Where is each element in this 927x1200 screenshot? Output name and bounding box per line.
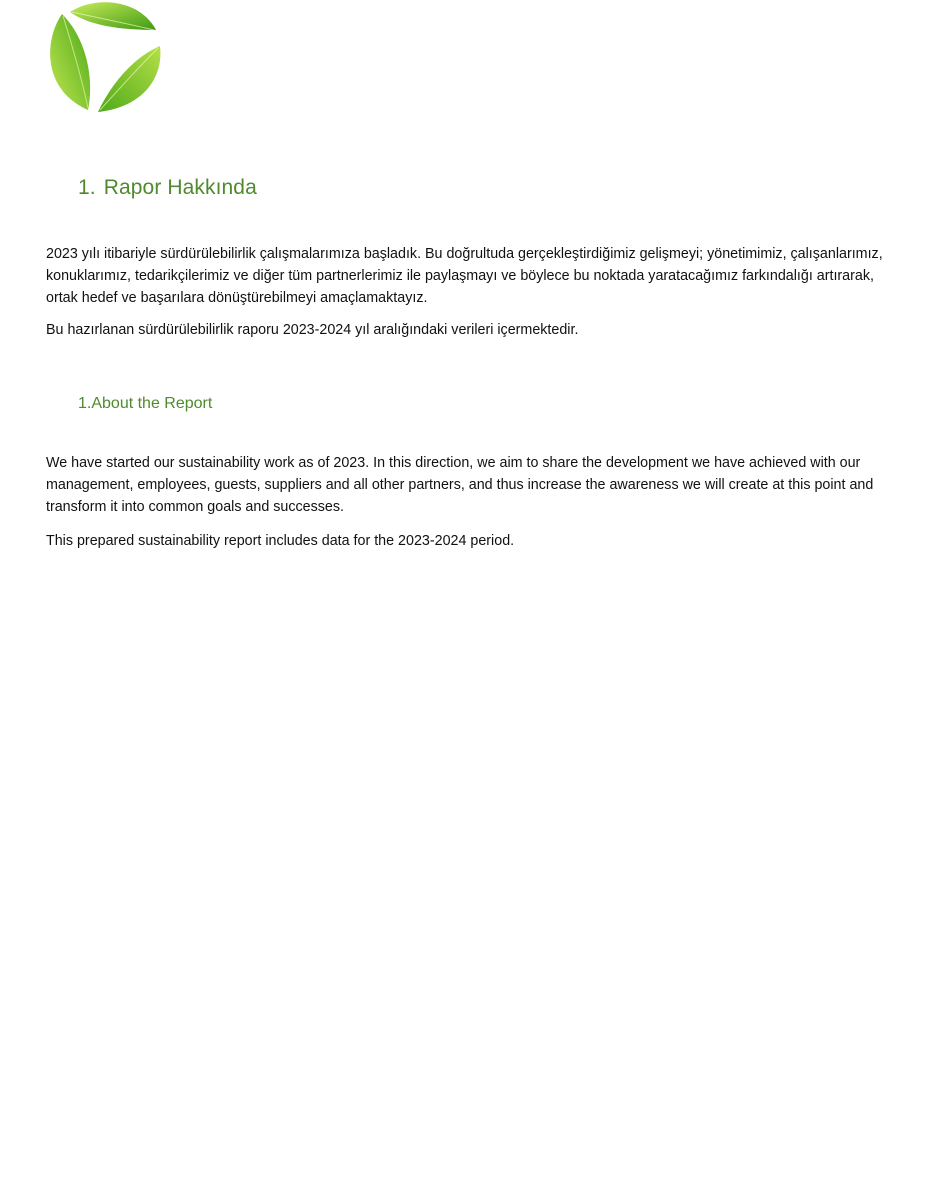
- paragraph-tr-intro: 2023 yılı itibariyle sürdürülebilirlik çalışmalarımıza başladık. Bu doğrultuda gerçekleştirdiğimiz gelişmeyi; yönetimimiz, çalışanlarımız, konuklarımız, tedarikçilerimiz ve diğer tüm partnerlerimiz ile paylaşmayı ve böylece bu noktada yaratacağımız farkındalığı artırarak, ortak hedef ve başarılara dönüştürebilmeyi amaçlamaktayız.: [46, 246, 883, 306]
- three-leaf-logo-icon: [44, 0, 166, 114]
- section-heading-tr: [78, 176, 257, 200]
- paragraph-tr-scope: Bu hazırlanan sürdürülebilirlik raporu 2023-2024 yıl aralığındaki verileri içermektedir.: [46, 322, 579, 338]
- section-heading-en: 1.About the Report: [78, 395, 213, 412]
- paragraph-en-scope: This prepared sustainability report includes data for the 2023-2024 period.: [46, 533, 515, 549]
- section-number: 1.: [78, 176, 96, 199]
- paragraph-en-intro: We have started our sustainability work as of 2023. In this direction, we aim to share the development we have achieved with our management, employees, guests, suppliers and all other partners, and thus increase the awareness we will create at this point and transform it into common goals and successes.: [46, 455, 874, 515]
- section-title: Rapor Hakkında: [103, 176, 257, 199]
